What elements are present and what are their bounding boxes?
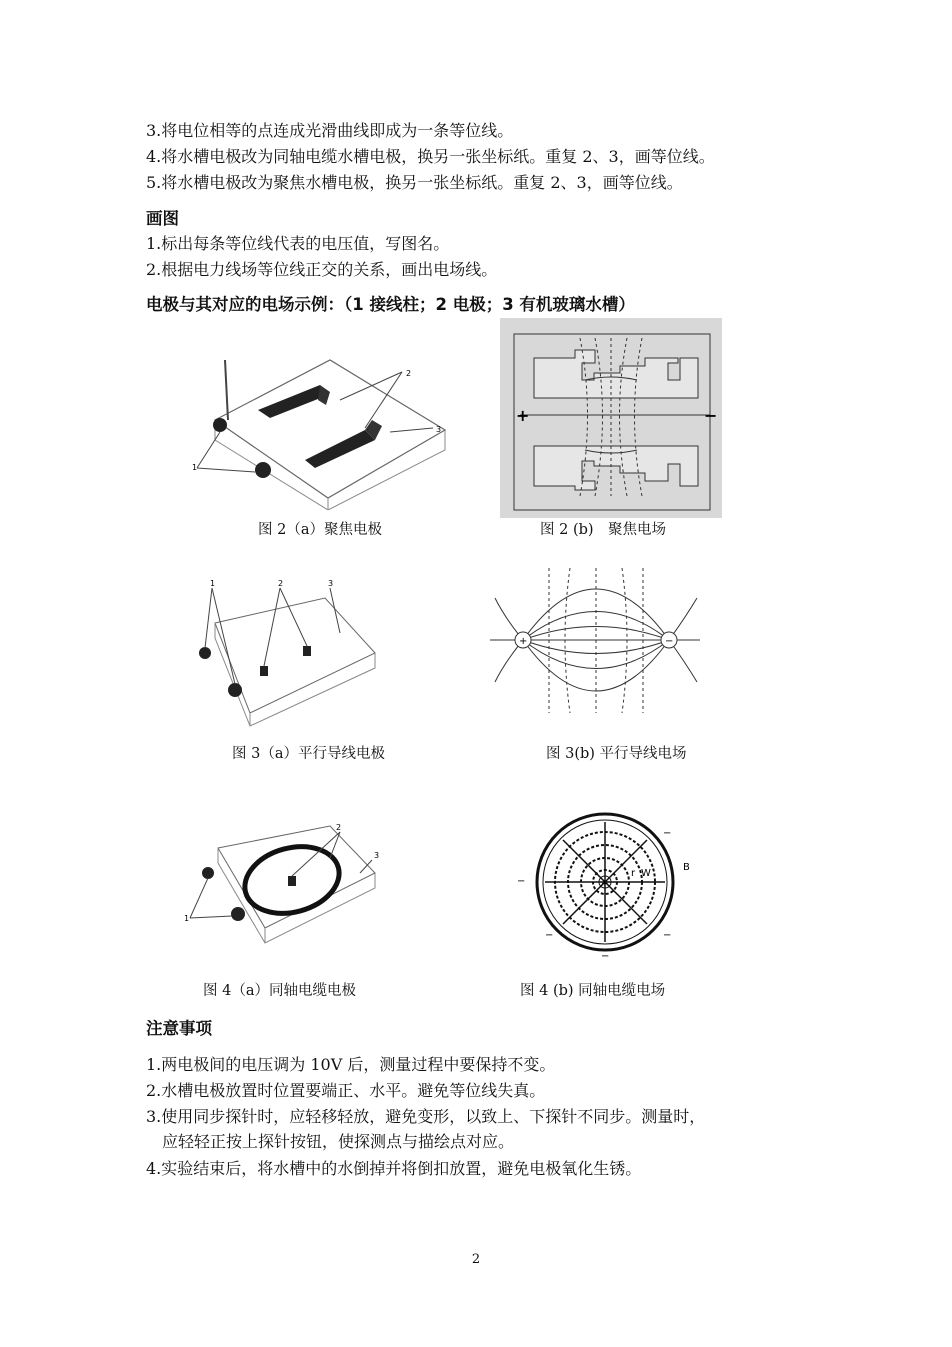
fig4a-coaxial-electrode-drawing — [180, 818, 380, 948]
drawing-item-1: 1.标出每条等位线代表的电压值，写图名。 — [146, 234, 450, 253]
fig3b-plus: + — [519, 636, 528, 647]
fig2a-label-1: 1 — [192, 463, 198, 472]
fig2b-caption: 图 2 (b) 聚焦电场 — [540, 522, 667, 538]
step-5-text: 5.将水槽电极改为聚焦水槽电极，换另一张坐标纸。重复 2、3，画等位线。 — [146, 173, 683, 192]
fig2b-focus-field-drawing — [500, 318, 722, 518]
fig4b-minus-top: − — [663, 828, 672, 839]
fig3a-label-1: 1 — [210, 579, 216, 588]
fig2a-caption: 图 2（a）聚焦电极 — [258, 522, 382, 538]
fig4b-minus-bottomright: − — [663, 930, 672, 941]
fig2a-label-2: 2 — [406, 369, 412, 378]
fig4b-rw-label: W — [641, 868, 651, 879]
fig3b-minus: − — [665, 636, 674, 647]
fig4b-minus-bottomleft: − — [545, 930, 554, 941]
page-number: 2 — [471, 1252, 481, 1267]
fig4a-label-2: 2 — [336, 823, 342, 832]
fig3b-caption: 图 3(b) 平行导线电场 — [546, 746, 687, 762]
note-1: 1.两电极间的电压调为 10V 后，测量过程中要保持不变。 — [146, 1055, 556, 1074]
fig4b-minus-left: − — [517, 876, 526, 887]
drawing-heading: 画图 — [146, 209, 179, 228]
note-3-cont: 应轻轻正按上探针按钮，使探测点与描绘点对应。 — [146, 1132, 515, 1151]
fig3a-caption: 图 3（a）平行导线电极 — [232, 746, 385, 762]
note-4: 4.实验结束后，将水槽中的水倒掉并将倒扣放置，避免电极氧化生锈。 — [146, 1159, 642, 1178]
fig3a-label-2: 2 — [278, 579, 284, 588]
step-4-text: 4.将水槽电极改为同轴电缆水槽电极，换另一张坐标纸。重复 2、3，画等位线。 — [146, 147, 715, 166]
examples-heading: 电极与其对应的电场示例：（1 接线柱；2 电极；3 有机玻璃水槽） — [146, 295, 635, 314]
fig4b-minus-bottom: − — [601, 951, 610, 962]
note-3: 3.使用同步探针时，应轻移轻放，避免变形，以致上、下探针不同步。测量时， — [146, 1107, 706, 1126]
drawing-item-2: 2.根据电力线场等位线正交的关系，画出电场线。 — [146, 260, 498, 279]
fig4a-caption: 图 4（a）同轴电缆电极 — [203, 983, 356, 999]
fig4b-b-label: B — [683, 862, 690, 873]
fig4b-coaxial-field-drawing — [515, 812, 695, 962]
fig4a-label-1: 1 — [184, 914, 190, 923]
fig4b-caption: 图 4 (b) 同轴电缆电场 — [520, 983, 666, 999]
fig2a-focus-electrode-drawing — [180, 340, 460, 510]
fig2a-label-3: 3 — [436, 425, 442, 434]
fig2b-minus: − — [704, 406, 718, 425]
fig3b-parallel-field-drawing — [485, 558, 705, 723]
fig2b-plus: + — [516, 406, 530, 425]
notes-heading: 注意事项 — [146, 1019, 212, 1038]
fig4b-center-plus: + — [601, 879, 609, 889]
fig4b-r-label: r — [631, 868, 636, 879]
fig3a-label-3: 3 — [328, 579, 334, 588]
note-2: 2.水槽电极放置时位置要端正、水平。避免等位线失真。 — [146, 1081, 546, 1100]
step-3-text: 3.将电位相等的点连成光滑曲线即成为一条等位线。 — [146, 121, 514, 140]
fig4a-label-3: 3 — [374, 851, 380, 860]
fig3a-parallel-electrode-drawing — [180, 578, 380, 728]
